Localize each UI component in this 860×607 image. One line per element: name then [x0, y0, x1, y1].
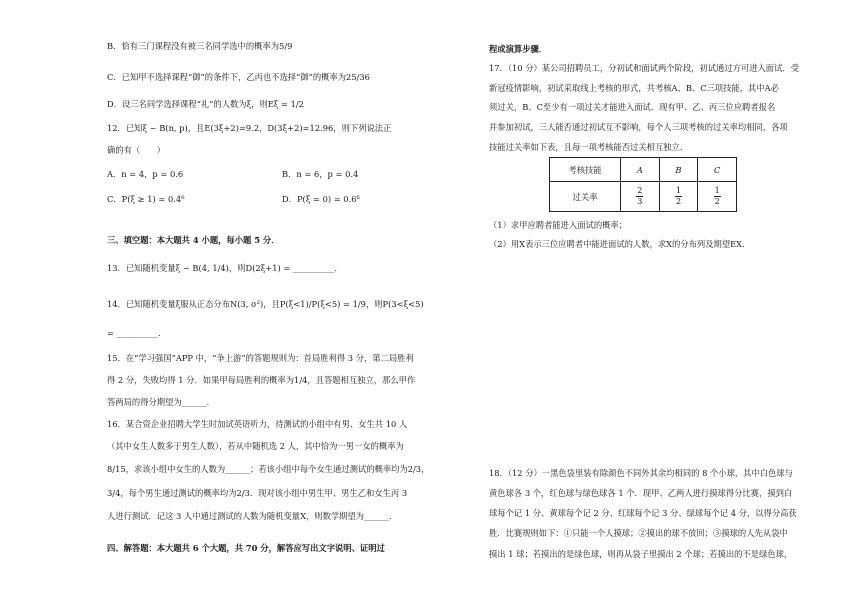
- text-line: 胜．比赛规则如下：①只能一个人摸球；②摸出的球不放回；③摸球的人先从袋中: [489, 528, 788, 538]
- text-line: （其中女生人数多于男生人数），若从中随机选 2 人，其中恰为一男一女的概率为: [107, 441, 404, 451]
- text-line: 3/4，每个男生通过测试的概率均为2/3．现对该小组中男生甲、男生乙和女生丙 3: [107, 488, 408, 498]
- text-line: 16．某合资企业招聘大学生时加试英语听力，待测试的小组中有男、女生共 10 人: [107, 419, 408, 429]
- numerator: 1: [714, 186, 720, 195]
- denominator: 2: [714, 197, 720, 206]
- table-cell: [698, 182, 737, 212]
- table-header-cell: C: [698, 158, 737, 182]
- text-line: 17．（10 分）某公司招聘员工，分初试和面试两个阶段，初试通过方可进入面试．受: [489, 63, 799, 73]
- text-line: 12．已知ξ ~ B(n, p)，且E(3ξ+2)=9.2，D(3ξ+2)=12.96，则下列说法正: [107, 123, 392, 133]
- numerator: 2: [637, 186, 643, 195]
- text-line: 摸出 1 球；若摸出的是绿色球，则再从袋子里摸出 2 个球；若摸出的不是绿色球，: [489, 549, 793, 559]
- text-line: （1）求甲应聘者能进入面试的概率；: [489, 220, 628, 230]
- text-line: C．已知甲不选择课程“御”的条件下，乙丙也不选择“御”的概率为25/36: [107, 72, 370, 82]
- table-row-label: 过关率: [550, 182, 621, 212]
- text-line: D．P(ξ = 0) = 0.6⁶: [282, 194, 360, 204]
- fraction: [714, 186, 721, 207]
- text-line: 球每个记 1 分、黄球每个记 2 分、红球每个记 3 分、绿球每个记 4 分，以得分高获: [489, 508, 797, 518]
- table-header-cell: B: [659, 158, 698, 182]
- text-line: 18．（12 分）一黑色袋里装有除颜色不同外其余均相同的 8 个小球，其中白色球与: [489, 468, 793, 478]
- table-header-cell: A: [621, 158, 660, 182]
- text-line: 确的有（ ）: [107, 145, 166, 155]
- denominator: 2: [675, 197, 682, 206]
- text-line: 人进行测试．记这 3 人中通过测试的人数为随机变量X，则数学期望为______．: [107, 511, 398, 521]
- text-line: A．n = 4，p = 0.6: [107, 169, 184, 179]
- pass-rate-table: [549, 157, 737, 212]
- text-line: D．设三名同学选择课程“礼”的人数为ξ，则Eξ = 1/2: [107, 99, 304, 109]
- text-line: 得 2 分，失败均得 1 分．如果甲每局胜利的概率为1/4，且答题相互独立，那么甲作: [107, 375, 416, 385]
- numerator: 1: [675, 186, 682, 195]
- text-line: 答两局的得分期望为______．: [107, 397, 215, 407]
- text-line: 技能过关率如下表，且每一项考核能否过关相互独立．: [489, 142, 689, 152]
- text-line: 14．已知随机变量ξ服从正态分布N(3, σ²)，且P(ξ<1)/P(ξ<5) = 1/9，则P(3<ξ<5): [107, 299, 424, 309]
- table-header-cell: 考核技能: [550, 158, 621, 182]
- table-cell: [621, 182, 660, 212]
- fraction: [636, 186, 643, 207]
- denominator: 3: [637, 197, 643, 206]
- text-line: 程或演算步骤．: [489, 44, 548, 54]
- text-line: 15．在“学习强国”APP 中，“争上游”的答题规则为：首局胜利得 3 分，第二局胜利: [107, 353, 414, 363]
- table-cell: [659, 182, 698, 212]
- text-line: = __________．: [107, 328, 167, 338]
- section-heading: 三、填空题：本大题共 4 小题，每小题 5 分．: [107, 235, 280, 245]
- text-line: 新冠疫情影响，初试采取线上考核的形式，共考核A、B、C三项技能，其中A必: [489, 83, 779, 93]
- section-heading: 四、解答题：本大题共 6 个大题，共 70 分，解答应写出文字说明、证明过: [107, 543, 385, 553]
- text-line: （2）用X表示三位应聘者中能进面试的人数，求X的分布列及期望EX．: [489, 239, 751, 249]
- fraction: [675, 186, 682, 207]
- text-line: 并参加初试，三人能否通过初试互不影响，每个人三项考核的过关率均相同，各项: [489, 122, 788, 132]
- text-line: 须过关，B、C至少有一项过关才能进入面试．现有甲、乙、丙三位应聘者报名: [489, 102, 776, 112]
- text-line: 黄色球各 3 个，红色球与绿色球各 1 个．现甲、乙两人进行摸球得分比赛，摸到白: [489, 488, 793, 498]
- text-line: 13．已知随机变量ξ ~ B(4, 1/4)，则D(2ξ+1) = __________．: [107, 263, 343, 273]
- text-line: 8/15，求该小组中女生的人数为______；若该小组中每个女生通过测试的概率均为2/3，: [107, 464, 430, 474]
- text-line: B．恰有三门课程没有被三名同学选中的概率为5/9: [107, 41, 293, 51]
- text-line: C．P(ξ ≥ 1) = 0.4⁶: [107, 194, 185, 204]
- text-line: B．n = 6，p = 0.4: [282, 169, 359, 179]
